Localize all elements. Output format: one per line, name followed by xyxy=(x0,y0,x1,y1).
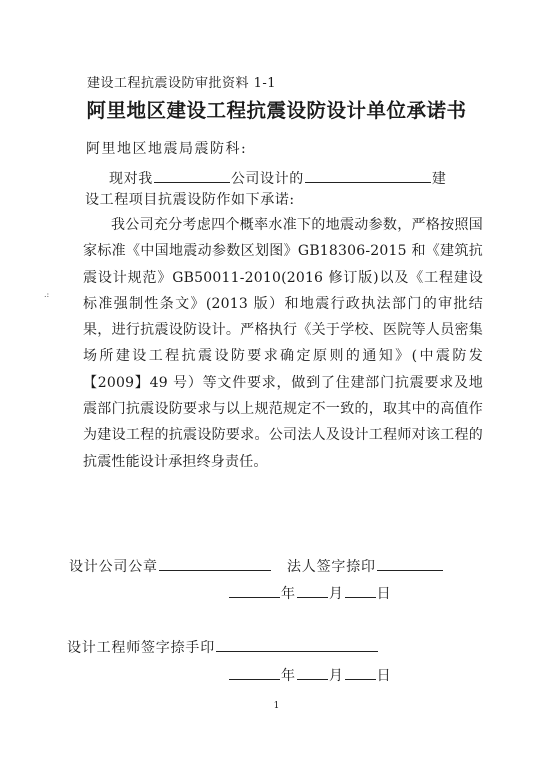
intro-line-2: 设工程项目抗震设防作如下承诺: xyxy=(85,192,295,208)
company-name-blank[interactable] xyxy=(154,168,230,183)
date-line-2 xyxy=(228,665,391,685)
engineer-blank[interactable] xyxy=(216,637,378,652)
company-seal-label: 设计公司公章 xyxy=(69,559,158,575)
intro-text-2: 公司设计的 xyxy=(230,171,304,187)
commitment-body: 我公司充分考虑四个概率水准下的地震动参数，严格按照国家标准《中国地震动参数区划图》GB18306-2015 和《建筑抗震设计规范》GB50011-2010(2016 修订版)以及《工程建设标准强制性条文》(2013 版）和地震行政执法部门的审批结果，进行抗震设防设计。严格执行《关于学校、医院等人员密集场所建设工程抗震设防要求确定原则的通知》(中震防发【2009】49 号）等文件要求，做到了住建部门抗震要求及地震部门抗震设防要求与以上规范规定不一致的，取其中的高值作为建设工程的抗震设防要求。公司法人及设计工程师对该工程的抗震性能设计承担终身责任。 xyxy=(83,217,483,470)
scan-mark: .: xyxy=(44,290,50,299)
year-label-1: 年 xyxy=(281,586,296,602)
document-title: 阿里地区建设工程抗震设防设计单位承诺书 xyxy=(86,99,467,122)
company-seal-blank[interactable] xyxy=(159,556,271,571)
page-number: 1 xyxy=(273,701,280,711)
day-label-1: 日 xyxy=(376,586,392,602)
month-label-1: 月 xyxy=(328,586,344,602)
intro-text-1: 现对我 xyxy=(109,171,153,187)
legal-rep-line xyxy=(287,556,444,576)
document-reference: 建设工程抗震设防审批资料 1-1 xyxy=(87,76,277,91)
legal-rep-blank[interactable] xyxy=(377,556,443,571)
project-name-blank[interactable] xyxy=(305,168,431,183)
date-line-1 xyxy=(228,583,391,603)
addressee: 阿里地区地震局震防科: xyxy=(86,141,248,157)
legal-rep-label: 法人签字捺印 xyxy=(287,559,376,575)
month-label-2: 月 xyxy=(328,668,344,684)
year-blank-2[interactable] xyxy=(229,665,280,680)
day-label-2: 日 xyxy=(376,668,392,684)
intro-line-1 xyxy=(109,168,446,188)
engineer-label: 设计工程师签字捺手印 xyxy=(67,640,215,656)
day-blank-2[interactable] xyxy=(345,665,376,680)
month-blank-2[interactable] xyxy=(297,665,328,680)
engineer-line xyxy=(67,637,379,657)
year-blank-1[interactable] xyxy=(229,583,280,598)
month-blank-1[interactable] xyxy=(297,583,328,598)
day-blank-1[interactable] xyxy=(345,583,376,598)
year-label-2: 年 xyxy=(281,668,296,684)
intro-text-3: 建 xyxy=(431,171,447,187)
company-seal-line xyxy=(69,556,272,576)
